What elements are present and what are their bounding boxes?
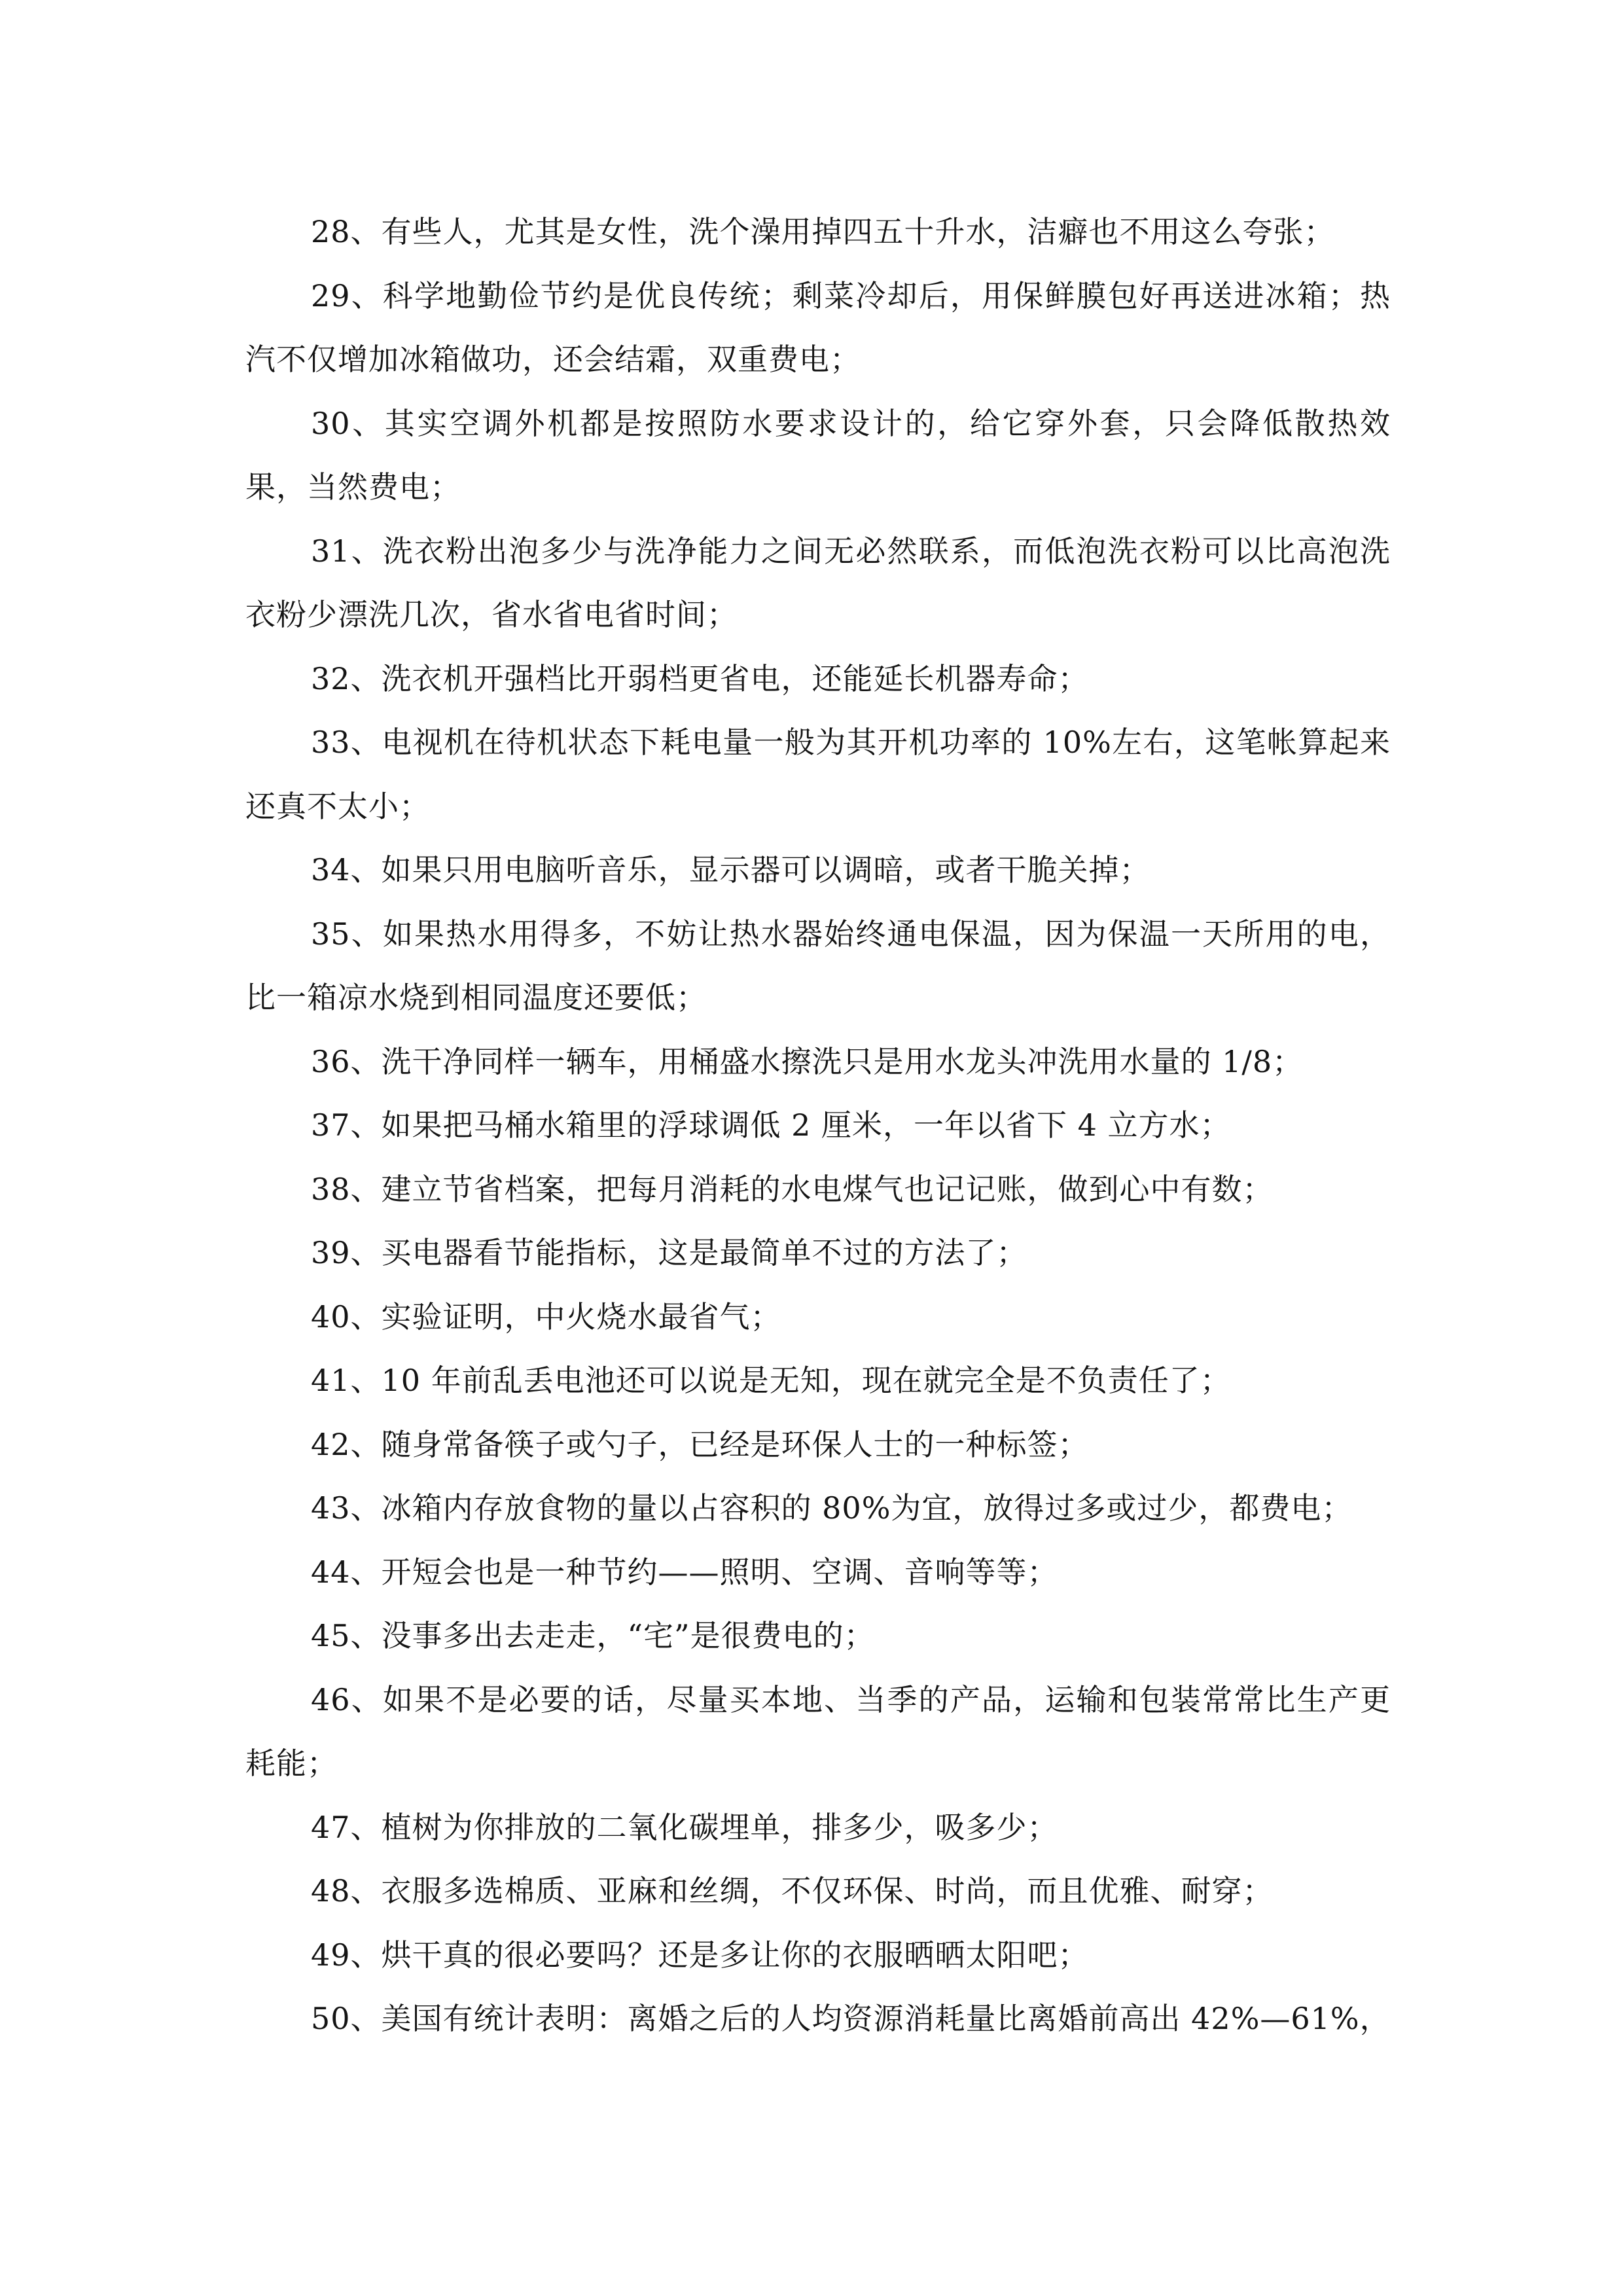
list-item: 50、美国有统计表明：离婚之后的人均资源消耗量比离婚前高出 42%—61%， [311,2001,1391,2036]
list-item: 32、洗衣机开强档比开弱档更省电，还能延长机器寿命； [311,660,1089,696]
list-item: 48、衣服多选棉质、亚麻和丝绸，不仅环保、时尚，而且优雅、耐穿； [311,1873,1274,1909]
list-item: 42、随身常备筷子或勺子，已经是环保人士的一种标签； [311,1426,1089,1462]
list-item: 47、植树为你排放的二氧化碳埋单，排多少，吸多少； [311,1809,1058,1845]
list-item: 46、如果不是必要的话，尽量买本地、当季的产品，运输和包装常常比生产更耗能； [245,1681,1391,1781]
list-item: 45、没事多出去走走，“宅”是很费电的； [311,1618,875,1653]
list-item: 31、洗衣粉出泡多少与洗净能力之间无必然联系，而低泡洗衣粉可以比高泡洗衣粉少漂洗几次，省水省电省时间； [245,533,1391,632]
list-item: 43、冰箱内存放食物的量以占容积的 80%为宜，放得过多或过少，都费电； [311,1490,1353,1526]
list-item: 28、有些人，尤其是女性，洗个澡用掉四五十升水，洁癖也不用这么夸张； [311,214,1335,249]
list-item: 40、实验证明，中火烧水最省气； [311,1299,781,1335]
list-item: 33、电视机在待机状态下耗电量一般为其开机功率的 10%左右，这笔帐算起来还真不太小； [245,725,1391,824]
document-body [245,200,1391,2051]
list-item: 30、其实空调外机都是按照防水要求设计的，给它穿外套，只会降低散热效果，当然费电； [245,405,1391,505]
list-item: 41、10 年前乱丢电池还可以说是无知，现在就完全是不负责任了； [311,1363,1231,1398]
list-item: 37、如果把马桶水箱里的浮球调低 2 厘米，一年以省下 4 立方水； [311,1107,1231,1143]
list-item: 29、科学地勤俭节约是优良传统；剩菜冷却后，用保鲜膜包好再送进冰箱；热汽不仅增加冰箱做功，还会结霜，双重费电； [245,278,1391,377]
list-item: 36、洗干净同样一辆车，用桶盛水擦洗只是用水龙头冲洗用水量的 1/8； [311,1043,1304,1079]
list-item: 44、开短会也是一种节约——照明、空调、音响等等； [311,1554,1058,1590]
list-item: 34、如果只用电脑听音乐，显示器可以调暗，或者干脆关掉； [311,852,1150,888]
list-item: 38、建立节省档案，把每月消耗的水电煤气也记记账，做到心中有数； [311,1171,1274,1207]
list-item: 35、如果热水用得多，不妨让热水器始终通电保温，因为保温一天所用的电，比一箱凉水烧到相同温度还要低； [245,916,1391,1015]
list-item: 39、买电器看节能指标，这是最简单不过的方法了； [311,1235,1027,1270]
list-item: 49、烘干真的很必要吗？还是多让你的衣服晒晒太阳吧； [311,1937,1089,1973]
